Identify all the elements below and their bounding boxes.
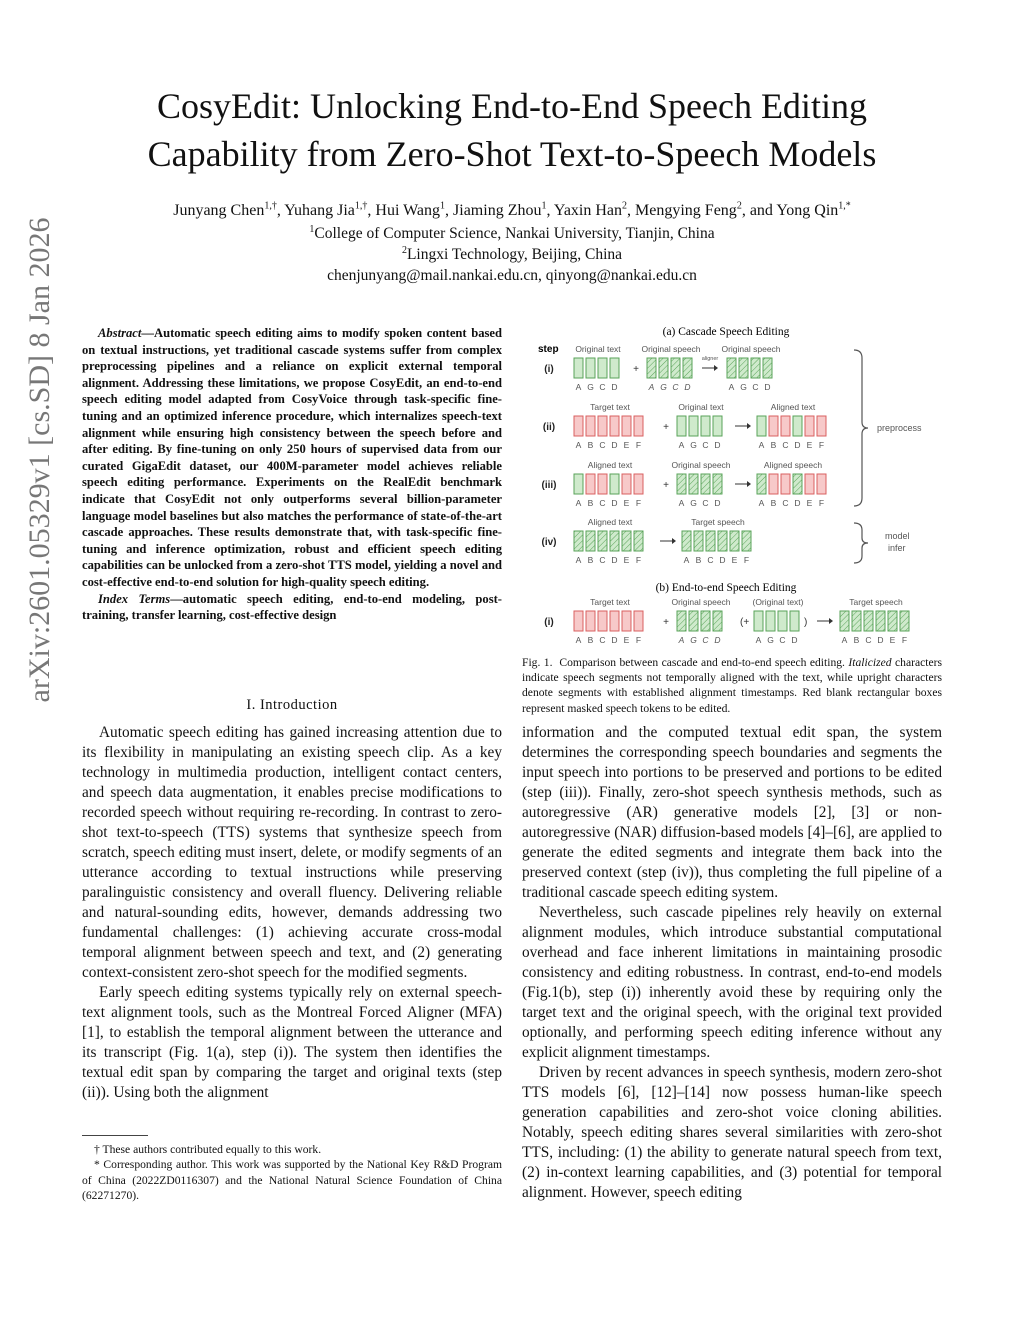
step-number: (ii): [542, 422, 556, 433]
plus-sign: +: [663, 480, 669, 491]
token-letter: G: [690, 635, 697, 645]
author-sup: 2: [622, 200, 628, 212]
token-box: [781, 416, 790, 436]
token-box: [598, 611, 607, 631]
token-box: [852, 611, 861, 631]
token-letter: F: [635, 635, 642, 645]
caption-label: Fig. 1.: [522, 656, 553, 669]
token-box: [671, 358, 680, 378]
step-number: (iii): [541, 480, 557, 491]
token-box: [793, 474, 802, 494]
token-box: [598, 531, 607, 551]
token-letter: B: [695, 555, 702, 565]
paragraph: Driven by recent advances in speech synthesis, modern zero-shot TTS models [6], [12]–[14] now possess human-like speech generation capabilities and zero-shot voice cloning abilities. Notably, speech editing shares several similarities with zero-shot TTS, including: (1) the ability to generate natural speech from text, (2) in-context learning capabilities, and (3) potential for temporal alignment. However, speech editing: [522, 1064, 942, 1201]
aff-sup: 1: [309, 223, 315, 235]
caption-text: Comparison between cascade and end-to-end speech editing.: [559, 656, 845, 669]
arrow-head: [672, 538, 676, 544]
step-number: (i): [544, 617, 554, 628]
token-box: [805, 474, 814, 494]
token-box: [634, 416, 643, 436]
paren-close: ): [804, 617, 808, 628]
token-box: [817, 474, 826, 494]
token-letter: C: [599, 440, 606, 450]
intro-body: [82, 723, 502, 1103]
token-letter: D: [611, 382, 618, 392]
token-letter: D: [794, 498, 801, 508]
token-box: [790, 611, 799, 631]
author-sup: 1,†: [264, 200, 277, 212]
token-letter: B: [587, 440, 594, 450]
token-letter: A: [575, 635, 582, 645]
token-box: [598, 474, 607, 494]
token-box: [610, 358, 619, 378]
token-letter: G: [767, 635, 774, 645]
token-box: [751, 358, 760, 378]
token-letter: C: [752, 382, 759, 392]
token-letter: D: [877, 635, 884, 645]
token-letter: D: [611, 635, 618, 645]
token-box: [769, 474, 778, 494]
token-letter: F: [635, 440, 642, 450]
abstract-text: —Automatic speech editing aims to modify spoken content based on textual instructions, yet traditional cascade systems suffer from complex preprocessing pipelines and a reliance on explicit external temporal alignment. Addressing these limitations, we propose CosyEdit, an end-to-end speech editing model adapted from CosyVoice through task-specific fine-tuning and an optimized inference procedure, which internalizes speech-text alignment while ensuring high consistency between the speech before and after editing. By fine-tuning on only 250 hours of supervised data from our curated GigaEdit dataset, our 400M-parameter model achieves reliable speech editing performance. Experiments on the RealEdit benchmark indicate that CosyEdit not only outperforms several billion-parameter language model baselines but also matches the performance of state-of-the-art cascade approaches. These results demonstrate that, with task-specific fine-tuning and inference optimization, robust and efficient speech editing capabilities can be unlocked from a zero-shot TTS model, yielding a novel and cost-effective end-to-end solution for high-quality speech editing.: [82, 326, 502, 589]
token-letter: D: [794, 440, 801, 450]
token-letter: D: [714, 498, 721, 508]
token-box: [634, 474, 643, 494]
token-letter: A: [755, 635, 762, 645]
arrow-head: [747, 423, 751, 429]
brace-label-infer: infer: [888, 543, 906, 553]
figure-1: [522, 318, 942, 648]
token-box: [677, 416, 686, 436]
token-box: [739, 358, 748, 378]
segment-label: Original speech: [641, 344, 701, 354]
arrow-head: [829, 618, 833, 624]
segment-label: Aligned text: [770, 402, 816, 412]
token-letter: C: [672, 382, 679, 392]
token-letter: A: [575, 555, 582, 565]
token-letter: F: [743, 555, 750, 565]
segment-label: Original text: [678, 402, 724, 412]
token-letter: B: [770, 440, 777, 450]
token-letter: E: [623, 498, 630, 508]
segment-label: Original speech: [671, 597, 731, 607]
model-infer-brace: [854, 523, 868, 563]
token-box: [763, 358, 772, 378]
affiliation-text: Lingxi Technology, Beijing, China: [406, 246, 623, 263]
preprocess-brace: [854, 350, 868, 506]
author-sup: 1: [440, 200, 446, 212]
plus-sign: +: [663, 422, 669, 433]
author-sup: 1,†: [354, 200, 368, 212]
token-letter: A: [678, 440, 685, 450]
author: Yaxin Han: [553, 202, 623, 219]
segment-label: Aligned text: [587, 517, 633, 527]
token-box: [683, 358, 692, 378]
segment-label: Original speech: [671, 460, 731, 470]
token-letter: D: [684, 382, 691, 392]
token-letter: C: [599, 382, 606, 392]
token-box: [610, 611, 619, 631]
figure-caption: [522, 655, 942, 716]
token-letter: A: [648, 382, 655, 392]
arxiv-side-label: arXiv:2601.05329v1 [cs.SD] 8 Jan 2026: [23, 217, 56, 703]
token-letter: B: [770, 498, 777, 508]
token-box: [659, 358, 668, 378]
author: Mengying Feng: [635, 202, 737, 219]
token-box: [888, 611, 897, 631]
token-letter: A: [683, 555, 690, 565]
section-heading: I. Introduction: [246, 697, 338, 713]
abstract: [82, 325, 502, 624]
token-box: [742, 531, 751, 551]
token-box: [610, 474, 619, 494]
index-terms-label: Index Terms: [98, 591, 171, 606]
token-letter: D: [714, 635, 721, 645]
caption-italic: Italicized: [848, 656, 892, 669]
footnote-rule: [82, 1135, 148, 1136]
token-box: [730, 531, 739, 551]
token-letter: C: [599, 635, 606, 645]
token-box: [840, 611, 849, 631]
paragraph: Early speech editing systems typically rely on external speech-text alignment tools, such as the Montreal Forced Aligner (MFA) [1], to establish the temporal alignment between the utterance and its transcript (Fig. 1(a), step (i)). The system then identifies the textual edit span by comparing the target and original texts (step (ii)). Using both the alignment: [82, 984, 502, 1101]
token-letter: G: [740, 382, 747, 392]
token-letter: E: [806, 498, 813, 508]
token-box: [701, 611, 710, 631]
brace-label-model: model: [885, 531, 910, 541]
token-box: [622, 416, 631, 436]
plus-sign: +: [633, 364, 639, 375]
token-letter: B: [853, 635, 860, 645]
segment-label: Aligned speech: [763, 460, 823, 470]
token-letter: E: [623, 440, 630, 450]
token-letter: F: [635, 555, 642, 565]
token-box: [778, 611, 787, 631]
token-letter: C: [702, 635, 709, 645]
token-letter: B: [587, 555, 594, 565]
token-box: [701, 474, 710, 494]
aff-sup: 2: [401, 244, 407, 256]
token-letter: B: [587, 635, 594, 645]
token-letter: D: [764, 382, 771, 392]
segment-label: Target text: [590, 402, 630, 412]
token-box: [689, 611, 698, 631]
token-box: [805, 416, 814, 436]
token-box: [622, 531, 631, 551]
token-box: [689, 416, 698, 436]
paragraph: Nevertheless, such cascade pipelines rely heavily on external alignment modules, which introduce substantial computational overhead and face inherent limitations in maintaining prosodic consistency and editing robustness. In contrast, end-to-end models (Fig.1(b), step (i)) inherently avoid these by requiring only the target text and the original speech, with the original text provided optionally, and performing speech editing inference without any explicit alignment timestamps.: [522, 904, 942, 1061]
token-box: [586, 474, 595, 494]
author: Jiaming Zhou: [453, 202, 542, 219]
token-letter: E: [623, 635, 630, 645]
token-letter: D: [611, 440, 618, 450]
token-box: [610, 416, 619, 436]
token-box: [622, 611, 631, 631]
token-box: [713, 474, 722, 494]
token-letter: C: [782, 440, 789, 450]
paren-open: (+: [740, 617, 750, 628]
token-letter: C: [599, 555, 606, 565]
segment-label: Original speech: [721, 344, 781, 354]
token-letter: C: [702, 440, 709, 450]
footnote: † These authors contributed equally to this work.: [94, 1143, 322, 1156]
token-letter: D: [611, 555, 618, 565]
title-line-2: Capability from Zero-Shot Text-to-Speech Models: [147, 134, 877, 174]
token-letter: E: [731, 555, 738, 565]
token-letter: G: [690, 498, 697, 508]
token-box: [677, 474, 686, 494]
token-letter: A: [575, 498, 582, 508]
author: and Yong Qin: [749, 202, 839, 219]
paper-title: [60, 82, 964, 178]
token-letter: B: [587, 498, 594, 508]
abstract-label: Abstract: [98, 326, 142, 340]
caption-text: characters indicate speech segments not temporally aligned with the text, while upright characters denote segments with established alignment timestamps. Red blank rectangular boxes represent masked speech tokens to be edited.: [522, 656, 943, 715]
author-sup: 2: [736, 200, 742, 212]
segment-label: Target speech: [849, 597, 903, 607]
author-sup: 1: [541, 200, 547, 212]
token-box: [574, 474, 583, 494]
segment-label: Aligned text: [587, 460, 633, 470]
token-box: [706, 531, 715, 551]
aligner-label: aligner: [701, 356, 719, 362]
token-letter: C: [779, 635, 786, 645]
token-letter: G: [690, 440, 697, 450]
token-letter: A: [841, 635, 848, 645]
token-letter: A: [758, 498, 765, 508]
token-letter: F: [818, 440, 825, 450]
figure-title-a: (a) Cascade Speech Editing: [662, 326, 790, 338]
token-box: [718, 531, 727, 551]
token-box: [757, 474, 766, 494]
emails: chenjunyang@mail.nankai.edu.cn, qinyong@nankai.edu.cn: [327, 267, 697, 284]
token-box: [876, 611, 885, 631]
token-letter: F: [635, 498, 642, 508]
author-sup: 1,*: [838, 200, 851, 212]
token-letter: A: [575, 382, 582, 392]
right-body: [522, 723, 942, 1203]
token-letter: C: [782, 498, 789, 508]
token-box: [622, 474, 631, 494]
token-letter: A: [728, 382, 735, 392]
token-box: [586, 611, 595, 631]
token-box: [766, 611, 775, 631]
plus-sign: +: [663, 617, 669, 628]
step-number: (i): [544, 364, 554, 375]
token-box: [598, 416, 607, 436]
token-box: [677, 611, 686, 631]
title-line-1: CosyEdit: Unlocking End-to-End Speech Editing: [157, 86, 867, 126]
token-box: [701, 416, 710, 436]
token-box: [727, 358, 736, 378]
token-letter: D: [719, 555, 726, 565]
author: Hui Wang: [375, 202, 441, 219]
token-box: [713, 611, 722, 631]
token-box: [586, 416, 595, 436]
token-box: [634, 531, 643, 551]
footnotes: [82, 1142, 502, 1204]
token-letter: A: [678, 635, 685, 645]
affiliation-1: [60, 224, 964, 244]
segment-label: Original text: [575, 344, 621, 354]
token-letter: A: [758, 440, 765, 450]
token-letter: D: [611, 498, 618, 508]
affiliation-2: [60, 245, 964, 265]
token-box: [574, 358, 583, 378]
token-box: [754, 611, 763, 631]
token-letter: G: [587, 382, 594, 392]
token-box: [574, 611, 583, 631]
author: Yuhang Jia: [284, 202, 355, 219]
step-label: step: [538, 344, 559, 355]
token-box: [781, 474, 790, 494]
brace-label-preprocess: preprocess: [877, 423, 922, 433]
arrow-head: [714, 365, 718, 371]
author-list: Junyang Chen$^{1,\dagger}$, Yuhang Jia$^{1,\dagger}$, Hui Wang$^1$, Jiaming Zhou$^1$, Yaxin Han$^2$, Mengying Feng$^2$, and Yong Qin$^{1,*}$: [173, 200, 851, 219]
token-box: [694, 531, 703, 551]
arrow-head: [747, 481, 751, 487]
token-letter: F: [818, 498, 825, 508]
token-box: [864, 611, 873, 631]
token-letter: C: [599, 498, 606, 508]
token-letter: D: [791, 635, 798, 645]
author: Junyang Chen: [173, 202, 265, 219]
token-letter: E: [889, 635, 896, 645]
token-letter: A: [678, 498, 685, 508]
token-box: [634, 611, 643, 631]
token-letter: C: [865, 635, 872, 645]
token-letter: E: [806, 440, 813, 450]
token-box: [682, 531, 691, 551]
token-letter: F: [901, 635, 908, 645]
token-letter: C: [702, 498, 709, 508]
token-box: [713, 416, 722, 436]
token-box: [900, 611, 909, 631]
token-box: [793, 416, 802, 436]
affiliation-text: College of Computer Science, Nankai University, Tianjin, China: [314, 225, 715, 242]
token-box: [769, 416, 778, 436]
token-box: [647, 358, 656, 378]
paragraph: information and the computed textual edit span, the system determines the corresponding speech boundaries and segments the input speech into portions to be preserved and portions to be edited (step (iii)). Finally, zero-shot speech synthesis methods, such as autoregressive (AR) generative models [2], [3] or non-autoregressive (NAR) diffusion-based models [4]–[6], are applied to generate the edited segments and integrate them back into the preserved context (step (iv)), thus completing the full pipeline of a traditional cascade speech editing system.: [522, 724, 942, 901]
figure-title-b: (b) End-to-end Speech Editing: [655, 582, 797, 594]
token-box: [817, 416, 826, 436]
token-letter: A: [575, 440, 582, 450]
token-box: [574, 416, 583, 436]
segment-label: (Original text): [752, 597, 804, 607]
segment-label: Target speech: [691, 517, 745, 527]
token-box: [586, 531, 595, 551]
token-box: [757, 416, 766, 436]
token-box: [598, 358, 607, 378]
step-number: (iv): [541, 537, 557, 548]
token-letter: C: [707, 555, 714, 565]
token-box: [586, 358, 595, 378]
token-letter: E: [623, 555, 630, 565]
segment-label: Target text: [590, 597, 630, 607]
index-terms-text: —automatic speech editing, end-to-end modeling, post-training, transfer learning, cost-effective design: [82, 591, 502, 623]
token-box: [610, 531, 619, 551]
paragraph: Automatic speech editing has gained increasing attention due to its flexibility in manipulating an existing speech clip. As a key technology in multimedia production, intelligent contact centers, and speech data augmentation, it enables precise modifications to recorded speech without requiring re-recording. In contrast to zero-shot text-to-speech (TTS) systems that synthesize speech from scratch, speech editing must insert, delete, or modify segments of an utterance according to textual instructions while preserving paralinguistic consistency and overall fluency. Delivering reliable and natural-sounding edits, however, demands addressing two fundamental challenges: (1) achieving accurate cross-modal temporal alignment between speech and text, and (2) generating context-consistent zero-shot speech for the modified segments.: [82, 724, 502, 981]
token-letter: G: [660, 382, 667, 392]
token-box: [689, 474, 698, 494]
footnote: * Corresponding author. This work was supported by the National Key R&D Program of China (2022ZD0116307) and the National Natural Science Foundation of China (62271270).: [82, 1158, 502, 1203]
token-letter: D: [714, 440, 721, 450]
token-box: [574, 531, 583, 551]
